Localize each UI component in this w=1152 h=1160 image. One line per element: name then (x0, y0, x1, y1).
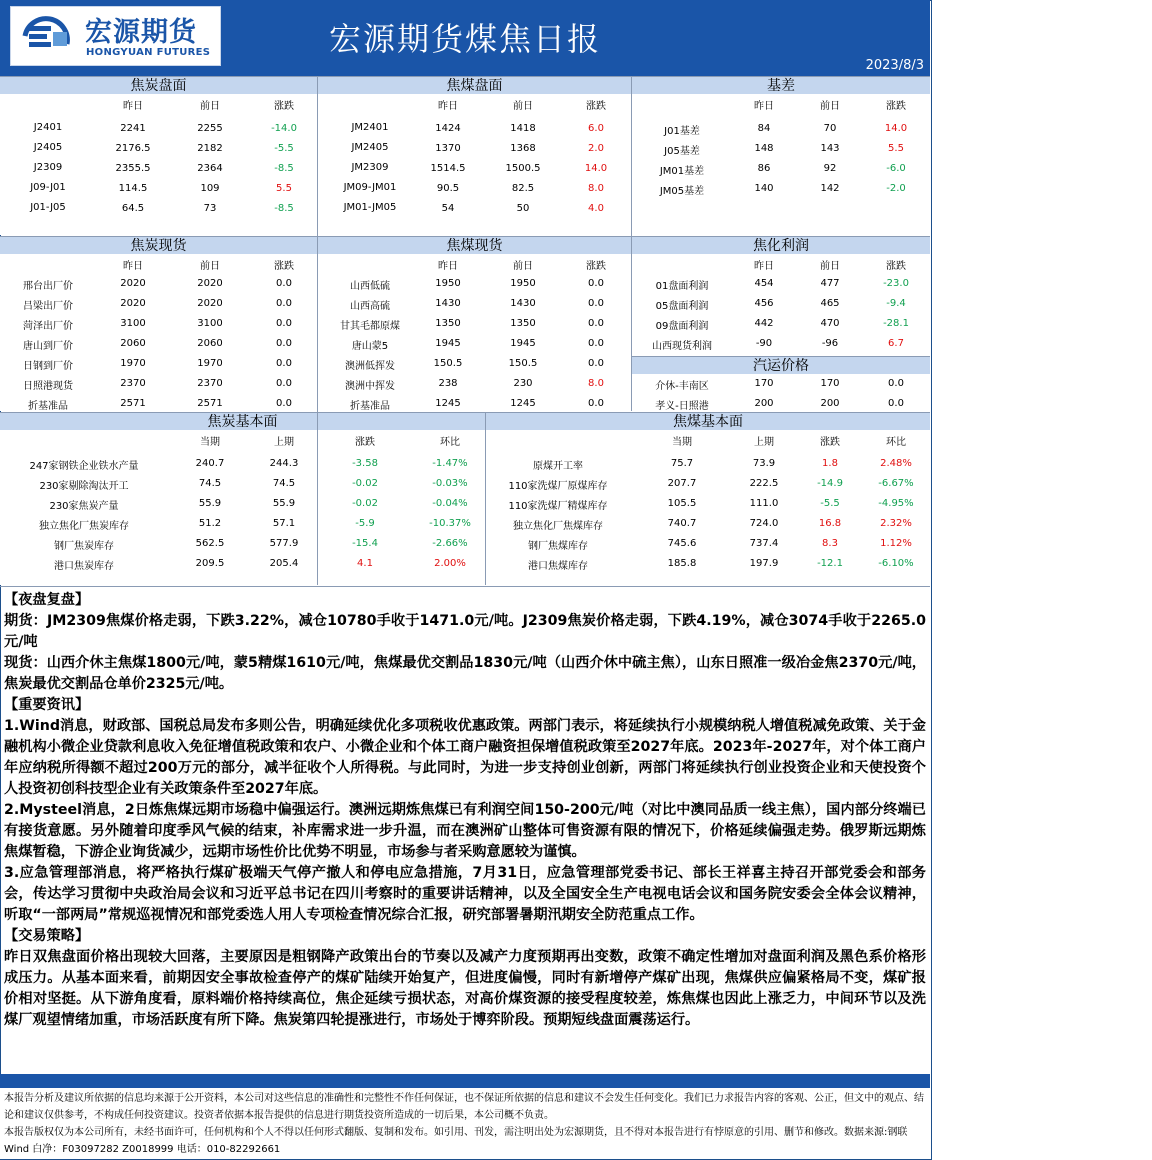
table-cell: 1950 (435, 278, 461, 289)
t1-section (0, 77, 317, 235)
table-cell: -6.0 (886, 163, 906, 174)
table-cell: -1.47% (432, 458, 468, 469)
row-label: JM2309 (351, 162, 389, 173)
table-cell: 0.0 (588, 278, 604, 289)
table-cell: 0.0 (276, 298, 292, 309)
row-label: J09-J01 (30, 182, 66, 193)
table-cell: 1500.5 (505, 163, 541, 174)
section-title: 焦炭基本面 (0, 413, 485, 430)
table-cell: 1.12% (880, 538, 912, 549)
section-title: 焦煤基本面 (486, 413, 930, 430)
table-cell: 6.0 (588, 123, 604, 134)
table-cell: 0.0 (276, 398, 292, 409)
paragraph: 3.应急管理部消息，将严格执行煤矿极端天气停产撤人和停电应急措施，7月31日，应急管理部党委书记、部长王祥喜主持召开部党委会和部务会，传达学习贯彻中央政治局会议和习近平总书记在四川考察时的重要讲话精神，以及全国安全生产电视电话会议和国务院安委会全体会议精神，听取“一部两局”常规巡视情况和部党委选人用人专项检查情况综合汇报，研究部署暑期汛期安全防范重点工作。 (4, 865, 926, 923)
row-label: J05基差 (664, 146, 700, 157)
table-cell: 55.9 (272, 498, 296, 509)
table-cell: -9.4 (886, 298, 906, 309)
row-label: 01盘面利润 (655, 281, 709, 292)
section-title: 焦化利润 (632, 237, 930, 254)
column-header: 上期 (754, 437, 774, 448)
table-cell: 0.0 (588, 338, 604, 349)
report-title: 宏源期货煤焦日报 (328, 20, 601, 58)
grid-divider (0, 586, 930, 587)
table-cell: 73.9 (752, 458, 776, 469)
table-cell: 724.0 (749, 518, 779, 529)
row-label: 邢台出厂价 (23, 281, 73, 292)
table-cell: 2020 (120, 278, 146, 289)
table-cell: -0.03% (432, 478, 468, 489)
table-cell: 0.0 (588, 358, 604, 369)
footer-bar (0, 1074, 930, 1088)
logo-text-en: HONGYUAN FUTURES (86, 47, 211, 58)
commentary (4, 590, 926, 1031)
grid-divider (0, 236, 930, 237)
table-cell: -0.04% (432, 498, 468, 509)
table-cell: -6.10% (878, 558, 914, 569)
row-label: J2405 (33, 142, 63, 153)
table-cell: 0.0 (276, 378, 292, 389)
row-label: 230家焦炭产量 (49, 501, 119, 512)
section-title: 焦煤现货 (318, 237, 631, 254)
table-cell: 14.0 (884, 123, 908, 134)
table-cell: -5.5 (820, 498, 840, 509)
table-cell: 109 (200, 183, 220, 194)
row-label: 吕梁出厂价 (23, 301, 73, 312)
section-title: 焦炭现货 (0, 237, 317, 254)
table-cell: 8.0 (588, 183, 604, 194)
column-header: 涨跌 (820, 437, 840, 448)
table-cell: 745.6 (667, 538, 697, 549)
table-cell: -0.02 (352, 478, 378, 489)
table-cell: 209.5 (195, 558, 225, 569)
table-cell: 150.5 (508, 358, 538, 369)
table-cell: -2.0 (886, 183, 906, 194)
report-date: 2023/8/3 (865, 58, 924, 73)
table-cell: 51.2 (198, 518, 222, 529)
section-title: 焦煤盘面 (318, 77, 631, 94)
row-label: 澳洲低挥发 (345, 361, 395, 372)
table-cell: 92 (823, 163, 837, 174)
table-cell: -0.02 (352, 498, 378, 509)
table-cell: 55.9 (198, 498, 222, 509)
row-label: 日钢到厂价 (23, 361, 73, 372)
table-cell: 170 (820, 378, 840, 389)
table-cell: 75.7 (670, 458, 694, 469)
table-cell: 1245 (435, 398, 461, 409)
table-cell: 740.7 (667, 518, 697, 529)
disclaimer-footer (0, 1074, 930, 1159)
column-header: 前日 (200, 101, 220, 112)
table-cell: 197.9 (749, 558, 779, 569)
table-cell: 150.5 (433, 358, 463, 369)
table-cell: 205.4 (269, 558, 299, 569)
row-label: 折基准品 (350, 401, 390, 412)
paragraph: 期货：JM2309焦煤价格走弱，下跌3.22%，减仓10780手收于1471.0元/吨。J2309焦炭价格走弱，下跌4.19%，减仓3074手收于2265.0元/吨 (4, 613, 926, 650)
table-cell: -14.0 (271, 123, 297, 134)
paragraph: 1.Wind消息，财政部、国税总局发布多则公告，明确延续优化多项税收优惠政策。两部门表示，将延续执行小规模纳税人增值税减免政策、关于金融机构小微企业贷款利息收入免征增值税政策和农户、小微企业和个体工商户融资担保增值税政策至2027年底。2023年-2027年，对个体工商户年应纳税所得额不超过200万元的部分，减半征收个人所得税。与此同时，为进一步支持创业创新，两部门将延续执行创业投资企业和天使投资个人投资初创科技型企业有关政策条件至2027年底。 (4, 718, 926, 797)
table-cell: 2060 (197, 338, 223, 349)
row-label: JM2401 (351, 122, 389, 133)
column-header: 涨跌 (274, 101, 294, 112)
table-cell: -15.4 (352, 538, 378, 549)
table-cell: 57.1 (272, 518, 296, 529)
table-cell: 1514.5 (430, 163, 466, 174)
column-header: 环比 (440, 437, 460, 448)
table-cell: 70 (823, 123, 837, 134)
table-cell: 2241 (120, 123, 146, 134)
row-label: 110家洗煤厂原煤库存 (508, 481, 608, 492)
row-label: 港口焦煤库存 (528, 561, 588, 572)
row-label: JM09-JM01 (343, 182, 397, 193)
t5-section (318, 237, 631, 411)
table-cell: 2182 (197, 143, 223, 154)
table-cell: 1950 (510, 278, 536, 289)
section-heading: 【重要资讯】 (4, 697, 90, 713)
row-label: J2401 (33, 122, 63, 133)
table-cell: -8.5 (274, 163, 294, 174)
table-cell: 2571 (197, 398, 223, 409)
table-cell: 1.8 (822, 458, 838, 469)
table-cell: 148 (754, 143, 774, 154)
table-cell: 143 (820, 143, 840, 154)
row-label: JM2405 (351, 142, 389, 153)
table-cell: 244.3 (269, 458, 299, 469)
table-cell: 1945 (435, 338, 461, 349)
row-label: 独立焦化厂焦煤库存 (513, 521, 603, 532)
column-header: 前日 (820, 261, 840, 272)
table-cell: 1970 (120, 358, 146, 369)
table-cell: 1245 (510, 398, 536, 409)
row-label: 菏泽出厂价 (23, 321, 73, 332)
table-cell: 8.3 (822, 538, 838, 549)
column-header: 昨日 (438, 101, 458, 112)
table-cell: 2370 (120, 378, 146, 389)
section-title: 焦炭盘面 (0, 77, 317, 94)
disclaimer-text (4, 1090, 926, 1158)
column-header: 涨跌 (274, 261, 294, 272)
column-header: 涨跌 (886, 261, 906, 272)
table-cell: 2.48% (880, 458, 912, 469)
table-cell: 477 (820, 278, 840, 289)
table-cell: 222.5 (749, 478, 779, 489)
table-cell: 82.5 (511, 183, 535, 194)
table-cell: 0.0 (588, 398, 604, 409)
t6-section (632, 237, 930, 355)
table-cell: 54 (441, 203, 455, 214)
row-label: 澳洲中挥发 (345, 381, 395, 392)
table-cell: 0.0 (888, 378, 904, 389)
table-cell: 2.0 (588, 143, 604, 154)
table-cell: 105.5 (667, 498, 697, 509)
table-cell: 6.7 (888, 338, 904, 349)
table-cell: 2255 (197, 123, 223, 134)
row-label: 甘其毛都原煤 (340, 321, 400, 332)
table-cell: 2020 (197, 278, 223, 289)
table-cell: 454 (754, 278, 774, 289)
row-label: 山西高硫 (350, 301, 390, 312)
table-cell: 1370 (435, 143, 461, 154)
table-cell: 1970 (197, 358, 223, 369)
grid-divider (631, 77, 632, 411)
grid-divider (0, 76, 930, 77)
paragraph: 昨日双焦盘面价格出现较大回落，主要原因是粗钢降产政策出台的节奏以及减产力度预期再出变数，政策不确定性增加对盘面利润及黑色系价格形成压力。从基本面来看，前期因安全事故检查停产的煤矿陆续开始复产，但进度偏慢，同时有新增停产煤矿出现，焦煤供应偏紧格局不变，煤矿报价相对坚挺。从下游角度看，原料端价格持续高位，焦企延续亏损状态，对高价煤资源的接受程度较差，炼焦煤也因此上涨乏力，中间环节以及洗煤厂观望情绪加重，市场活跃度有所下降。焦炭第四轮提涨进行，市场处于博弈阶段。预期短线盘面震荡运行。 (4, 949, 926, 1028)
table-cell: 5.5 (888, 143, 904, 154)
column-header: 前日 (513, 261, 533, 272)
table-cell: 16.8 (818, 518, 842, 529)
column-header: 当期 (672, 437, 692, 448)
table-cell: 14.0 (584, 163, 608, 174)
column-header: 昨日 (754, 101, 774, 112)
row-label: 钢厂焦煤库存 (528, 541, 588, 552)
column-header: 昨日 (754, 261, 774, 272)
table-cell: 86 (757, 163, 771, 174)
row-label: 山西现货利润 (652, 341, 712, 352)
table-cell: 0.0 (276, 278, 292, 289)
row-label: 唐山到厂价 (23, 341, 73, 352)
grid-divider (0, 412, 930, 413)
table-cell: -3.58 (352, 458, 378, 469)
table-cell: -4.95% (878, 498, 914, 509)
row-label: 钢厂焦炭库存 (54, 541, 114, 552)
table-cell: 456 (754, 298, 774, 309)
table-cell: 1350 (435, 318, 461, 329)
table-cell: 442 (754, 318, 774, 329)
t2-section (318, 77, 631, 235)
table-cell: 2571 (120, 398, 146, 409)
table-cell: 2.00% (434, 558, 466, 569)
table-cell: 200 (754, 398, 774, 409)
table-cell: 4.0 (588, 203, 604, 214)
table-cell: 0.0 (588, 318, 604, 329)
row-label: 折基准品 (28, 401, 68, 412)
table-cell: 1350 (510, 318, 536, 329)
table-cell: 200 (820, 398, 840, 409)
table-cell: -5.5 (274, 143, 294, 154)
grid-divider (631, 356, 930, 357)
table-cell: -96 (821, 338, 839, 349)
section-heading: 【夜盘复盘】 (4, 592, 90, 608)
table-cell: 0.0 (276, 358, 292, 369)
table-cell: -14.9 (817, 478, 843, 489)
disclaimer-line: 本报告分析及建议所依据的信息均来源于公开资料，本公司对这些信息的准确性和完整性不作任何保证，也不保证所依据的信息和建议不会发生任何变化。我们已力求报告内容的客观、公正，但文中的观点、结论和建议仅供参考，不构成任何投资建议。投资者依据本报告提供的信息进行期货投资所造成的一切后果，本公司概不负责。 (4, 1093, 924, 1121)
table-cell: 111.0 (749, 498, 779, 509)
table-cell: 0.0 (888, 398, 904, 409)
table-cell: 64.5 (121, 203, 145, 214)
t7-section (632, 357, 930, 411)
table-cell: 74.5 (272, 478, 296, 489)
table-cell: 737.4 (749, 538, 779, 549)
disclaimer-line: 本报告版权仅为本公司所有，未经书面许可，任何机构和个人不得以任何形式翻版、复制和发布。如引用、刊发，需注明出处为宏源期货，且不得对本报告进行有悖原意的引用、删节和修改。数据来源:钢联 Wind 白净：F03097282 Z0018999 电话：010-82292661 (4, 1127, 908, 1155)
table-cell: 1368 (510, 143, 536, 154)
row-label: 孝义-日照港 (655, 401, 709, 412)
column-header: 昨日 (123, 261, 143, 272)
table-cell: 207.7 (667, 478, 697, 489)
row-label: 原煤开工率 (533, 461, 583, 472)
table-cell: 1430 (435, 298, 461, 309)
column-header: 上期 (274, 437, 294, 448)
table-cell: 185.8 (667, 558, 697, 569)
table-cell: 3100 (120, 318, 146, 329)
row-label: J2309 (33, 162, 63, 173)
table-cell: 1424 (435, 123, 461, 134)
table-cell: -6.67% (878, 478, 914, 489)
table-cell: 240.7 (195, 458, 225, 469)
column-header: 当期 (200, 437, 220, 448)
column-header: 昨日 (123, 101, 143, 112)
table-cell: 73 (203, 203, 217, 214)
table-cell: 1418 (510, 123, 536, 134)
table-cell: 114.5 (118, 183, 148, 194)
column-header: 涨跌 (355, 437, 375, 448)
table-cell: 0.0 (276, 338, 292, 349)
row-label: JM05基差 (659, 186, 705, 197)
row-label: J01-J05 (30, 202, 66, 213)
table-cell: 2355.5 (115, 163, 151, 174)
paragraph: 2.Mysteel消息，2日炼焦煤远期市场稳中偏强运行。澳洲远期炼焦煤已有利润空间150-200元/吨（对比中澳同品质一线主焦），国内部分终端已有接货意愿。另外随着印度季风气候的结束，补库需求进一步升温，而在澳洲矿山整体可售资源有限的情况下，价格延续偏强走势。俄罗斯远期炼焦煤暂稳，下游企业询货减少，远期市场性价比优势不明显，市场参与者采购意愿较为谨慎。 (4, 802, 926, 860)
table-cell: 90.5 (436, 183, 460, 194)
table-cell: 2.32% (880, 518, 912, 529)
grid-divider (485, 413, 486, 585)
table-cell: 142 (820, 183, 840, 194)
column-header: 前日 (513, 101, 533, 112)
logo-text-cn: 宏源期货 (85, 17, 197, 48)
table-cell: 3100 (197, 318, 223, 329)
table-cell: 1945 (510, 338, 536, 349)
table-cell: -2.66% (432, 538, 468, 549)
t4-section (0, 237, 317, 411)
column-header: 昨日 (438, 261, 458, 272)
table-cell: 50 (516, 203, 530, 214)
table-cell: -10.37% (429, 518, 471, 529)
table-cell: 470 (820, 318, 840, 329)
table-cell: 4.1 (357, 558, 373, 569)
column-header: 前日 (820, 101, 840, 112)
table-cell: -90 (755, 338, 773, 349)
t8-section (0, 413, 485, 585)
column-header: 前日 (200, 261, 220, 272)
table-cell: 74.5 (198, 478, 222, 489)
table-cell: 562.5 (195, 538, 225, 549)
table-cell: -8.5 (274, 203, 294, 214)
table-cell: 0.0 (276, 318, 292, 329)
table-cell: 2060 (120, 338, 146, 349)
table-cell: 1430 (510, 298, 536, 309)
row-label: 港口焦炭库存 (54, 561, 114, 572)
section-title: 基差 (632, 77, 930, 94)
row-label: 110家洗煤厂精煤库存 (508, 501, 608, 512)
table-cell: 2020 (120, 298, 146, 309)
column-header: 涨跌 (586, 261, 606, 272)
column-header: 涨跌 (886, 101, 906, 112)
table-cell: 577.9 (269, 538, 299, 549)
table-cell: 2364 (197, 163, 223, 174)
row-label: 唐山蒙5 (351, 341, 389, 352)
table-cell: 2020 (197, 298, 223, 309)
row-label: 山西低硫 (350, 281, 390, 292)
section-heading: 【交易策略】 (4, 928, 90, 944)
table-cell: 238 (438, 378, 458, 389)
table-cell: 465 (820, 298, 840, 309)
table-cell: -12.1 (817, 558, 843, 569)
row-label: 独立焦化厂焦炭库存 (39, 521, 129, 532)
table-cell: 2370 (197, 378, 223, 389)
table-cell: -23.0 (883, 278, 909, 289)
grid-divider (317, 77, 318, 585)
t3-section (632, 77, 930, 235)
column-header: 涨跌 (586, 101, 606, 112)
table-cell: 2176.5 (115, 143, 151, 154)
t9-section (486, 413, 930, 585)
table-cell: 140 (754, 183, 774, 194)
report-header (0, 0, 930, 76)
row-label: 247家钢铁企业铁水产量 (29, 461, 139, 472)
row-label: JM01基差 (659, 166, 705, 177)
table-cell: 5.5 (276, 183, 292, 194)
section-title: 汽运价格 (632, 357, 930, 374)
table-cell: -5.9 (355, 518, 375, 529)
row-label: JM01-JM05 (343, 202, 397, 213)
paragraph: 现货：山西介休主焦煤1800元/吨，蒙5精煤1610元/吨，焦煤最优交割品1830元/吨（山西介休中硫主焦），山东日照准一级冶金焦2370元/吨，焦炭最优交割品仓单价2325元/吨。 (4, 655, 926, 692)
table-cell: -28.1 (883, 318, 909, 329)
row-label: 介休-丰南区 (655, 381, 709, 392)
table-cell: 0.0 (588, 298, 604, 309)
column-header: 环比 (886, 437, 906, 448)
table-cell: 170 (754, 378, 774, 389)
row-label: J01基差 (664, 126, 700, 137)
table-cell: 8.0 (588, 378, 604, 389)
table-cell: 230 (513, 378, 533, 389)
row-label: 09盘面利润 (655, 321, 709, 332)
row-label: 日照港现货 (23, 381, 73, 392)
row-label: 05盘面利润 (655, 301, 709, 312)
row-label: 230家剔除淘汰开工 (39, 481, 129, 492)
table-cell: 84 (757, 123, 771, 134)
